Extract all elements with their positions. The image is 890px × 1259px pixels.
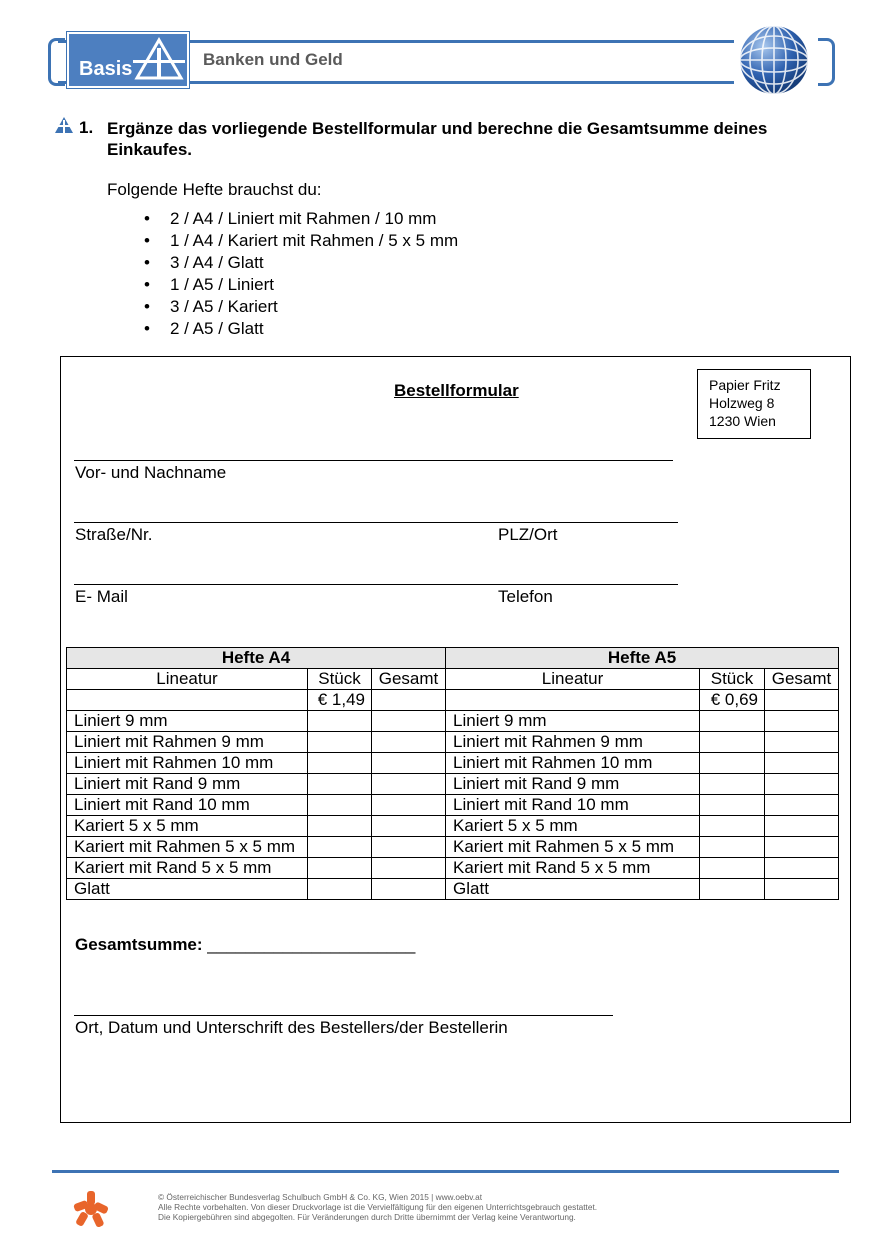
task-triangle-icon	[54, 116, 74, 134]
a4-total-cell[interactable]	[372, 732, 446, 753]
total-blank[interactable]: ______________________	[207, 935, 416, 954]
total-line[interactable]	[75, 935, 415, 955]
name-label: Vor- und Nachname	[75, 463, 227, 482]
a5-qty-cell[interactable]	[700, 837, 765, 858]
email-label: E- Mail	[75, 587, 128, 606]
table-row: Kariert 5 x 5 mm Kariert 5 x 5 mm	[67, 816, 839, 837]
table-row: Liniert 9 mm Liniert 9 mm	[67, 711, 839, 732]
list-item: • 3 / A5 / Kariert	[144, 297, 278, 316]
a5-total-cell[interactable]	[765, 879, 839, 900]
total-label: Gesamtsumme:	[75, 935, 203, 954]
col-lineatur: Lineatur	[446, 669, 700, 690]
a5-total-cell[interactable]	[765, 816, 839, 837]
table-row: Kariert mit Rand 5 x 5 mm Kariert mit Rand 5 x 5 mm	[67, 858, 839, 879]
signature-line[interactable]	[74, 1015, 613, 1016]
footer-copyright: © Österreichischer Bundesverlag Schulbuch GmbH & Co. KG, Wien 2015 | www.oebv.at Alle Rechte vorbehalten. Von dieser Druckvorlage ist die Vervielfältigung für den eigenen Unterrichtsgebrauch gestattet. Die Kopiergebühren sind abgegolten. Für Veränderungen durch Dritte übernimmt der Verlag keine Verantwortung.	[158, 1192, 598, 1222]
a4-total-cell[interactable]	[372, 816, 446, 837]
a5-qty-cell[interactable]	[700, 795, 765, 816]
email-phone-line[interactable]	[74, 584, 678, 585]
footer-bar	[52, 1170, 839, 1173]
a5-header: Hefte A5	[446, 648, 839, 669]
order-table	[66, 647, 839, 900]
a5-total-cell[interactable]	[765, 858, 839, 879]
a5-total-cell[interactable]	[765, 837, 839, 858]
table-row: Liniert mit Rahmen 10 mm Liniert mit Rahmen 10 mm	[67, 753, 839, 774]
a4-qty-cell[interactable]	[308, 774, 372, 795]
table-row: Liniert mit Rand 10 mm Liniert mit Rand 10 mm	[67, 795, 839, 816]
task-number: 1.	[79, 118, 94, 137]
a4-total-cell[interactable]	[372, 858, 446, 879]
a4-total-cell[interactable]	[372, 837, 446, 858]
a4-qty-cell[interactable]	[308, 711, 372, 732]
signature-label: Ort, Datum und Unterschrift des Bestellers/der Bestellerin	[75, 1018, 508, 1037]
a5-total-cell[interactable]	[765, 753, 839, 774]
a4-total-cell[interactable]	[372, 795, 446, 816]
a4-price: € 1,49	[308, 690, 372, 711]
a5-total-cell[interactable]	[765, 732, 839, 753]
col-stueck: Stück	[700, 669, 765, 690]
a4-qty-cell[interactable]	[308, 816, 372, 837]
a4-qty-cell[interactable]	[308, 795, 372, 816]
a4-qty-cell[interactable]	[308, 879, 372, 900]
list-item: • 2 / A4 / Liniert mit Rahmen / 10 mm	[144, 209, 437, 228]
a4-qty-cell[interactable]	[308, 753, 372, 774]
street-zip-line[interactable]	[74, 522, 678, 523]
col-stueck: Stück	[308, 669, 372, 690]
table-row: Glatt Glatt	[67, 879, 839, 900]
a4-qty-cell[interactable]	[308, 858, 372, 879]
publisher-logo-icon	[72, 1190, 110, 1228]
globe-icon	[738, 24, 810, 96]
task-intro: Folgende Hefte brauchst du:	[107, 180, 322, 199]
a5-qty-cell[interactable]	[700, 774, 765, 795]
street-label: Straße/Nr.	[75, 525, 153, 544]
zip-label: PLZ/Ort	[498, 525, 558, 544]
col-gesamt: Gesamt	[765, 669, 839, 690]
table-row: Liniert mit Rahmen 9 mm Liniert mit Rahmen 9 mm	[67, 732, 839, 753]
list-item: • 2 / A5 / Glatt	[144, 319, 264, 338]
phone-label: Telefon	[498, 587, 553, 606]
list-item: • 1 / A4 / Kariert mit Rahmen / 5 x 5 mm	[144, 231, 459, 250]
a5-qty-cell[interactable]	[700, 816, 765, 837]
a5-qty-cell[interactable]	[700, 711, 765, 732]
triangle-icon	[133, 36, 185, 82]
list-item: • 3 / A4 / Glatt	[144, 253, 264, 272]
col-gesamt: Gesamt	[372, 669, 446, 690]
a4-total-cell[interactable]	[372, 711, 446, 732]
item-list	[140, 208, 458, 340]
a4-total-cell[interactable]	[372, 774, 446, 795]
a5-total-cell[interactable]	[765, 795, 839, 816]
a4-header: Hefte A4	[67, 648, 446, 669]
a5-total-cell[interactable]	[765, 711, 839, 732]
a4-total-cell[interactable]	[372, 753, 446, 774]
table-row: Liniert mit Rand 9 mm Liniert mit Rand 9 mm	[67, 774, 839, 795]
a5-qty-cell[interactable]	[700, 858, 765, 879]
a5-qty-cell[interactable]	[700, 879, 765, 900]
a4-qty-cell[interactable]	[308, 732, 372, 753]
table-row: Kariert mit Rahmen 5 x 5 mm Kariert mit Rahmen 5 x 5 mm	[67, 837, 839, 858]
logo-label: Basis	[79, 58, 133, 80]
vendor-address: Papier Fritz Holzweg 8 1230 Wien	[697, 369, 811, 439]
page-title: Banken und Geld	[203, 50, 343, 69]
name-line[interactable]	[74, 460, 673, 461]
a5-price: € 0,69	[700, 690, 765, 711]
col-lineatur: Lineatur	[67, 669, 308, 690]
list-item: • 1 / A5 / Liniert	[144, 275, 274, 294]
a5-total-cell[interactable]	[765, 774, 839, 795]
a5-qty-cell[interactable]	[700, 732, 765, 753]
a4-total-cell[interactable]	[372, 879, 446, 900]
basis-logo	[67, 32, 189, 88]
header-bracket-right	[818, 38, 835, 86]
a5-qty-cell[interactable]	[700, 753, 765, 774]
form-title: Bestellformular	[394, 381, 519, 400]
task-instruction: Ergänze das vorliegende Bestellformular und berechne die Gesamtsumme deines Einkaufes.	[107, 119, 768, 159]
a4-qty-cell[interactable]	[308, 837, 372, 858]
